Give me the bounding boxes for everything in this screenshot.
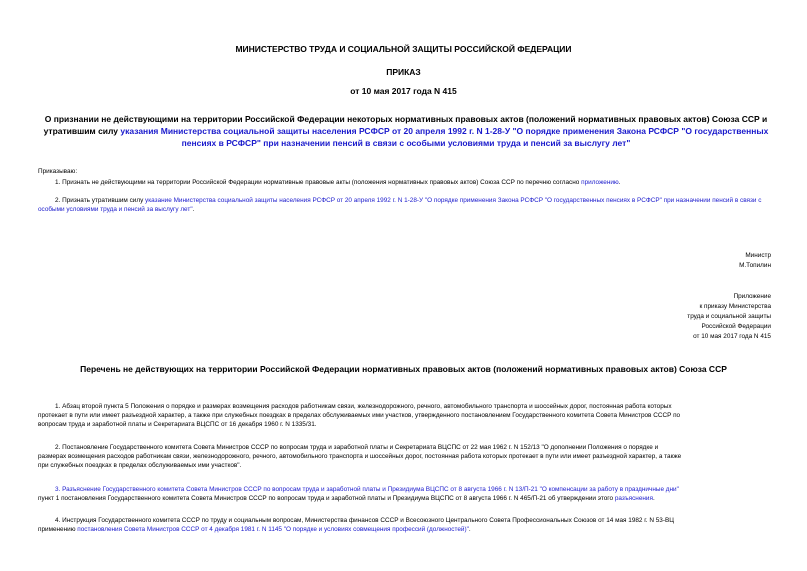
resolution-link[interactable]: постановления Совета Министров СССР от 4 декабря 1981 г. N 1145 "О порядке и условиях совмещения профессий (должностей)" (77, 526, 469, 533)
appendix-note-line: Российской Федерации (701, 323, 771, 330)
list-item-3 (0, 486, 807, 508)
list-item-text: применению (38, 526, 78, 533)
document-date-number: от 10 мая 2017 года N 415 (350, 86, 457, 96)
document-title (42, 113, 770, 149)
item-2-end: . (192, 205, 195, 213)
appendix-note-line: труда и социальной защиты (687, 313, 771, 320)
item-1-end: . (618, 179, 621, 186)
list-item-4 (0, 517, 807, 539)
appendix-note-line: Приложение (733, 293, 771, 300)
list-item-1 (0, 403, 807, 443)
list-item-line: размерах возмещения расходов работникам связи, железнодорожного, речного, автомобильного транспорта и шоссейных дорог, постоянная работа которых протекает в пути или имеет разъездной характер, а также (38, 453, 682, 460)
order-item-2 (38, 197, 771, 214)
list-item-end: . (468, 526, 471, 533)
appendix-note-line: от 10 мая 2017 года N 415 (693, 333, 771, 340)
list-item-line: при служебных поездках в пределах обслуживаемых ими участков". (38, 462, 242, 469)
order-item-1 (55, 179, 621, 188)
list-item-2 (0, 444, 807, 478)
title-text: О признании не действующими на территории Российской Федерации некоторых нормативных правовых актов (положений нормативных правовых актов) Союза ССР и утратившим силу (43, 114, 768, 136)
list-item-line: 4. Инструкция Государственного комитета СССР по труду и социальным вопросам, Министерства финансов СССР и Всесоюзного Центрального Совета Профессиональных Союзов от 14 мая 1982 г. N 53-ВЦ (55, 517, 674, 524)
list-title: Перечень не действующих на территории Российской Федерации нормативных правовых актов (положений нормативных правовых актов) Союза ССР (80, 364, 727, 374)
list-item-line: 1. Абзац второй пункта 5 Положения о порядке и размерах возмещения расходов работникам связи, железнодорожного, речного, автомобильного транспорта и шоссейных дорог, постоянная работа которых (55, 403, 672, 410)
appendix-note-line: к приказу Министерства (699, 303, 771, 310)
title-link[interactable]: указания Министерства социальной защиты населения РСФСР от 20 апреля 1992 г. N 1-28-У "О порядке применения Закона РСФСР "О государственных пенсиях в РСФСР" при назначении пенсий в связи с особыми условиями труда и пенсий за выслугу лет" (120, 126, 769, 148)
explanation-link[interactable]: разъяснения (614, 495, 653, 502)
list-item-line: 2. Постановление Государственного комитета Совета Министров СССР по вопросам труда и заработной платы и Секретариата ВЦСПС от 22 мая 1962 г. N 152/13 "О дополнении Положения о порядке и (55, 444, 659, 451)
list-item-line (38, 495, 655, 504)
list-item-line: протекает в пути или имеет разъездной характер, а также при служебных поездках в пределах обслуживаемых ими участков, утвержденного постановлением Государственного комитета Совета Министров СССР по (38, 412, 681, 419)
item-2-text: 2. Признать утратившим силу (55, 197, 146, 204)
list-item-text: пункт 1 постановления Государственного комитета Совета Министров СССР по вопросам труда и заработной платы и Президиума ВЦСПС от 8 августа 1966 г. N 465/П-21 об утверждении этого (38, 495, 615, 502)
appendix-link[interactable]: приложению (581, 179, 619, 186)
signatory-position: Министр (745, 252, 771, 259)
list-item-end: . (652, 495, 655, 502)
appendix-note (687, 292, 771, 342)
document-type: ПРИКАЗ (386, 67, 421, 77)
list-item-line: вопросам труда и заработной платы и Секретариата ВЦСПС от 16 декабря 1960 г. N 1335/31. (38, 421, 317, 428)
item-1-text: 1. Признать не действующими на территории Российской Федерации нормативные правовые акты (положения нормативных правовых актов) Союза ССР по перечню согласно (55, 179, 582, 186)
ministry-heading: МИНИСТЕРСТВО ТРУДА И СОЦИАЛЬНОЙ ЗАЩИТЫ РОССИЙСКОЙ ФЕДЕРАЦИИ (235, 44, 572, 54)
repealed-instruction-link[interactable]: указание Министерства социальной защиты населения РСФСР от 20 апреля 1992 г. N 1-28-У "О порядке применения Закона РСФСР "О государственных пенсиях в РСФСР" при назначении пенсий в связи с особыми условиями труда и пенсий за выслугу лет" (38, 197, 762, 213)
signature-block (739, 251, 771, 271)
order-word: Приказываю: (38, 168, 78, 175)
signatory-name: М.Топилин (739, 262, 771, 269)
list-item-line (38, 526, 471, 535)
list-item-link-line[interactable]: 3. Разъяснение Государственного комитета Совета Министров СССР по вопросам труда и заработной платы и Президиума ВЦСПС от 8 августа 1966 г. N 13/П-21 "О компенсации за работу в праздничные дни" (55, 486, 679, 493)
